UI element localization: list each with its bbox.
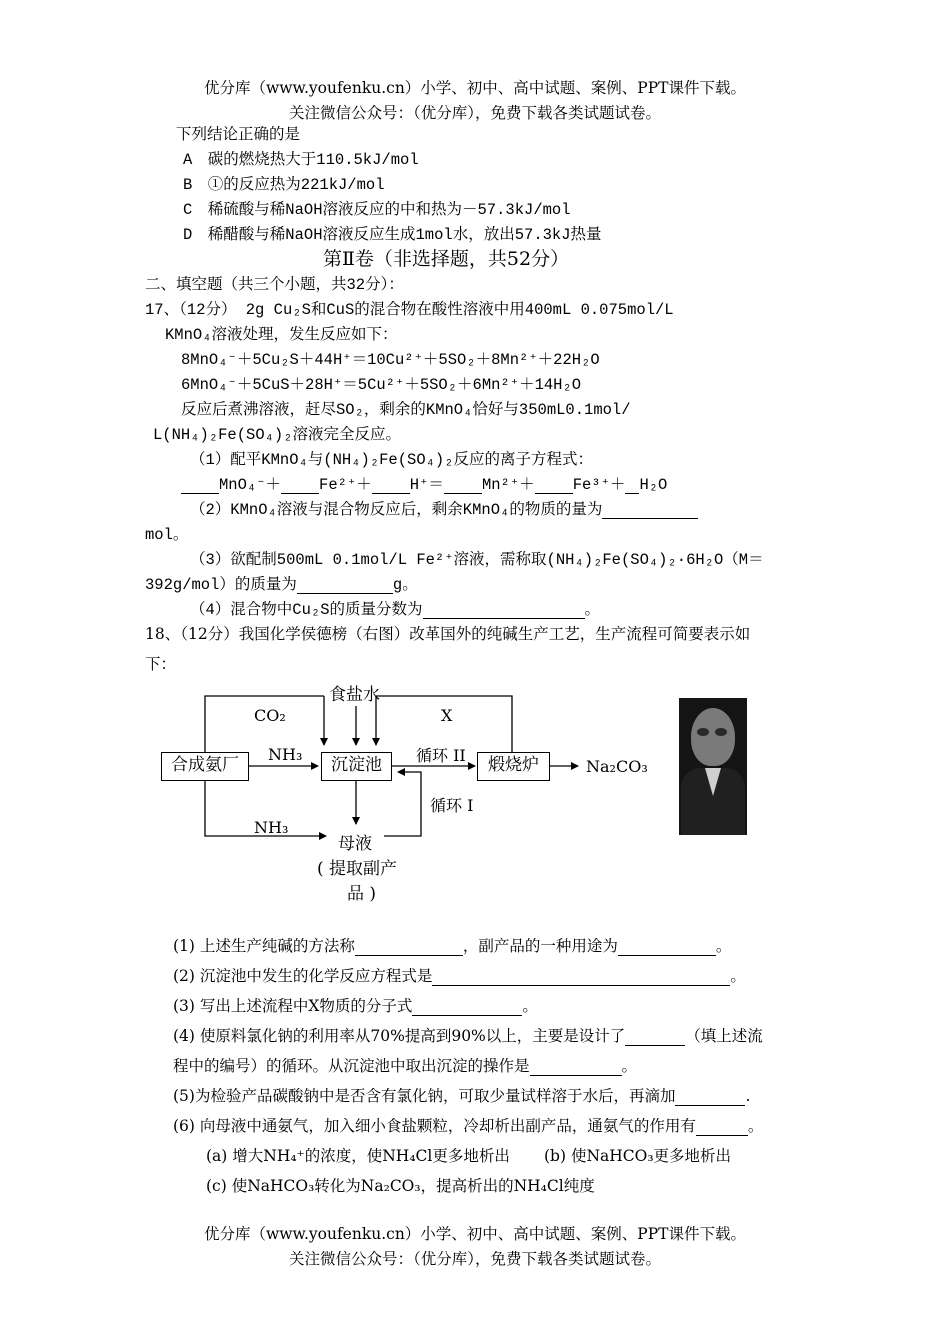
q17-sub-3-text: 392g/mol）的质量为 — [145, 576, 297, 594]
answer-blank[interactable] — [355, 941, 463, 956]
cycle-1-label: 循环 I — [430, 796, 474, 815]
portrait-photo — [679, 698, 747, 835]
section-heading: 二、填空题（共三个小题，共32分）： — [145, 276, 404, 294]
q18-part-1-text-b: ，副产品的一种用途为 — [462, 937, 618, 955]
q18-part-6-text: (6) 向母液中通氨气，加入细小食盐颗粒，冷却析出副产品，通氨气的作用有 — [173, 1117, 696, 1135]
q18-part-1-text-a: (1) 上述生产纯碱的方法称 — [173, 937, 355, 955]
q18-part-2-end: 。 — [730, 967, 746, 985]
equation-term: MnO₄⁻＋ — [219, 476, 282, 494]
equation-term: Mn²⁺＋ — [481, 476, 535, 494]
part-2-title: 第Ⅱ卷（非选择题，共52分） — [323, 248, 570, 270]
mother-liquor-note-1: ( 提取副产 — [317, 859, 398, 879]
q18-part-2-text: (2) 沉淀池中发生的化学反应方程式是 — [173, 967, 433, 985]
answer-blank[interactable] — [618, 941, 716, 956]
q18-part-5-text: (5)为检验产品碳酸钠中是否含有氯化钠，可取少量试样溶于水后，再滴加 — [173, 1087, 676, 1105]
q17-sub-3-unit: g。 — [392, 576, 418, 594]
q18-part-3 — [173, 994, 538, 1016]
q18-part-5-end: . — [745, 1087, 751, 1105]
equation-term: Fe³⁺＋ — [572, 476, 626, 494]
mother-liquor-note-2: 品 ) — [347, 884, 377, 904]
answer-blank[interactable] — [696, 1121, 748, 1136]
answer-blank[interactable] — [432, 971, 730, 986]
equation-term: H⁺＝ — [409, 476, 444, 494]
q18-part-4-text-b: （填上述流 — [685, 1027, 763, 1045]
ammonia-plant-box: 合成氨厂 — [161, 752, 249, 781]
co2-label: CO₂ — [254, 706, 286, 725]
q16-option-c: C 稀硫酸与稀NaOH溶液反应的中和热为－57.3kJ/mol — [183, 201, 571, 219]
q18-part-1-text-c: 。 — [715, 937, 732, 955]
q17-equation-1: 8MnO₄⁻＋5Cu₂S＋44H⁺＝10Cu²⁺＋5SO₂＋8Mn²⁺＋22H₂O — [181, 351, 600, 369]
nh3-top-label: NH₃ — [268, 745, 303, 764]
portrait-glasses-right — [715, 728, 727, 736]
q17-sub-4-end: 。 — [584, 601, 601, 619]
q18-part-6 — [173, 1114, 763, 1136]
cycle-2-label: 循环 II — [416, 746, 466, 765]
q18-part-5 — [173, 1084, 750, 1106]
equation-term: Fe²⁺＋ — [319, 476, 372, 494]
q17-line-4: L(NH₄)₂Fe(SO₄)₂溶液完全反应。 — [153, 426, 402, 444]
q18-option-c: (c) 使NaHCO₃转化为Na₂CO₃，提高析出的NH₄Cl纯度 — [206, 1177, 595, 1195]
brine-label: 食盐水 — [329, 685, 380, 705]
mother-liquor-label: 母液 — [338, 834, 372, 854]
q18-line-1: 18、（12分）我国化学侯德榜（右图）改革国外的纯碱生产工艺，生产流程可简要表示如 — [145, 625, 751, 643]
q18-part-2 — [173, 964, 746, 986]
q17-line-3: 反应后煮沸溶液，赶尽SO₂，剩余的KMnO₄恰好与350mL0.1mol/ — [181, 401, 631, 419]
q18-option-b: (b) 使NaHCO₃更多地析出 — [544, 1147, 732, 1165]
q18-part-4-text-a: (4) 使原料氯化钠的利用率从70%提高到90%以上，主要是设计了 — [173, 1027, 626, 1045]
q17-sub-2-unit: mol。 — [145, 526, 189, 544]
q17-line-1: 17、（12分） 2g Cu₂S和CuS的混合物在酸性溶液中用400mL 0.075mol/L — [145, 301, 674, 319]
portrait-face — [691, 708, 735, 766]
equation-term: H₂O — [639, 476, 668, 494]
q17-line-2: KMnO₄溶液处理，发生反应如下： — [165, 326, 398, 344]
na2co3-product-label: Na₂CO₃ — [586, 757, 648, 776]
q17-sub-3: （3）欲配制500mL 0.1mol/L Fe²⁺溶液，需称取(NH₄)₂Fe(SO₄)₂·6H₂O（M＝ — [190, 551, 764, 569]
q16-option-d: D 稀醋酸与稀NaOH溶液反应生成1mol水，放出57.3kJ热量 — [183, 226, 602, 244]
precipitation-tank-box: 沉淀池 — [321, 752, 392, 781]
q16-option-b: B ①的反应热为221kJ/mol — [183, 176, 385, 194]
calcining-furnace-box: 煅烧炉 — [477, 752, 550, 781]
q18-part-3-end: 。 — [522, 997, 538, 1015]
q18-part-4 — [173, 1024, 763, 1046]
q18-option-a: (a) 增大NH₄⁺的浓度，使NH₄Cl更多地析出 — [206, 1147, 510, 1165]
q18-part-4-cont — [173, 1054, 637, 1076]
q17-equation-2: 6MnO₄⁻＋5CuS＋28H⁺＝5Cu²⁺＋5SO₂＋6Mn²⁺＋14H₂O — [181, 376, 582, 394]
q18-part-6-end: 。 — [747, 1117, 764, 1135]
q16-option-a: A 碳的燃烧热大于110.5kJ/mol — [183, 151, 419, 169]
q16-stem: 下列结论正确的是 — [176, 126, 301, 144]
q17-sub-4-text: （4）混合物中Cu₂S的质量分数为 — [190, 601, 423, 619]
footer-line-1: 优分库（www.youfenku.cn）小学、初中、高中试题、案例、PPT课件下载。 — [203, 1225, 747, 1243]
q18-part-1 — [173, 934, 731, 956]
q18-part-4-end: 。 — [621, 1057, 638, 1075]
q18-part-4-text-c: 程中的编号）的循环。从沉淀池中取出沉淀的操作是 — [173, 1057, 530, 1075]
answer-blank[interactable] — [625, 1031, 685, 1046]
header-line-2: 关注微信公众号：（优分库），免费下载各类试题试卷。 — [288, 104, 661, 122]
q17-sub-2-text: （2）KMnO₄溶液与混合物反应后，剩余KMnO₄的物质的量为 — [190, 501, 603, 519]
header-line-1: 优分库（www.youfenku.cn）小学、初中、高中试题、案例、PPT课件下载。 — [203, 79, 747, 97]
answer-blank[interactable] — [675, 1091, 745, 1106]
answer-blank[interactable] — [530, 1061, 622, 1076]
footer-line-2: 关注微信公众号：（优分库），免费下载各类试题试卷。 — [288, 1250, 661, 1268]
q17-sub-1: （1）配平KMnO₄与(NH₄)₂Fe(SO₄)₂反应的离子方程式： — [190, 451, 594, 469]
nh3-bottom-label: NH₃ — [254, 818, 289, 837]
answer-blank[interactable] — [412, 1001, 522, 1016]
q18-line-2: 下： — [145, 655, 177, 673]
q18-part-3-text: (3) 写出上述流程中X物质的分子式 — [173, 997, 413, 1015]
x-label: X — [441, 706, 453, 725]
portrait-glasses-left — [697, 728, 709, 736]
